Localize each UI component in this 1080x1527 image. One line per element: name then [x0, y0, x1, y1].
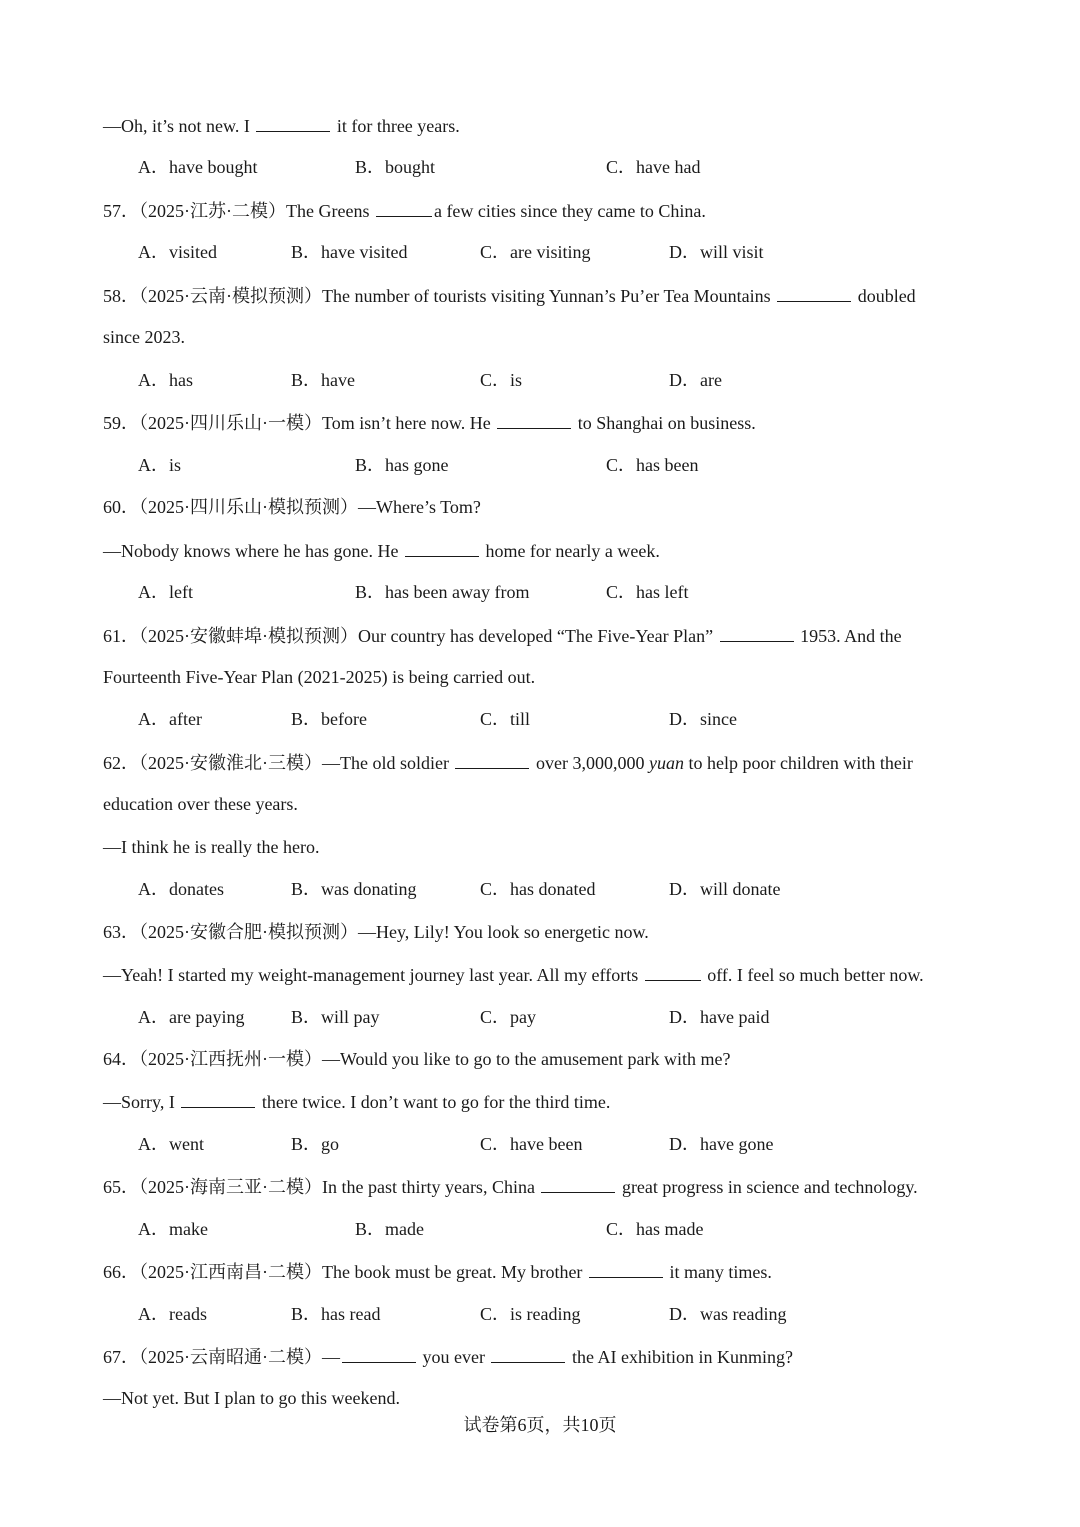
question-63-reply: —Yeah! I started my weight-management journey last year. All my efforts off. I feel so much better now.: [103, 962, 924, 987]
answer-blank[interactable]: [491, 1344, 565, 1363]
answer-blank[interactable]: [376, 198, 432, 217]
option-a[interactable]: A．are paying: [138, 1007, 245, 1027]
answer-blank[interactable]: [342, 1344, 416, 1363]
option-a[interactable]: A．have bought: [138, 157, 258, 177]
option-a[interactable]: A．make: [138, 1219, 208, 1239]
option-c[interactable]: C．have had: [606, 157, 701, 177]
question-64-reply: —Sorry, I there twice. I don’t want to go for the third time.: [103, 1089, 610, 1114]
option-c[interactable]: C．till: [480, 709, 531, 729]
answer-blank[interactable]: [541, 1174, 615, 1193]
option-a[interactable]: A．visited: [138, 242, 217, 262]
option-d[interactable]: D．are: [669, 370, 722, 390]
option-c[interactable]: C．has made: [606, 1219, 704, 1239]
option-b[interactable]: B．has read: [291, 1304, 381, 1324]
question-61-cont: Fourteenth Five-Year Plan (2021-2025) is being carried out.: [103, 667, 536, 687]
answer-blank[interactable]: [645, 962, 701, 981]
option-c[interactable]: C．have been: [480, 1134, 583, 1154]
answer-blank[interactable]: [720, 623, 794, 642]
option-c[interactable]: C．is reading: [480, 1304, 581, 1324]
question-65: 65．（2025·海南三亚·二模）In the past thirty years, China great progress in science and technology.: [103, 1174, 918, 1199]
option-b[interactable]: B．have: [291, 370, 355, 390]
option-b[interactable]: B．bought: [355, 157, 436, 177]
option-c[interactable]: C．has donated: [480, 879, 596, 899]
option-a[interactable]: A．left: [138, 582, 193, 602]
option-b[interactable]: B．made: [355, 1219, 424, 1239]
question-59: 59．（2025·四川乐山·一模）Tom isn’t here now. He to Shanghai on business.: [103, 410, 756, 435]
question-66: 66．（2025·江西南昌·二模）The book must be great. My brother it many times.: [103, 1259, 772, 1284]
option-b[interactable]: B．has been away from: [355, 582, 530, 602]
question-63: 63．（2025·安徽合肥·模拟预测）—Hey, Lily! You look so energetic now.: [103, 922, 649, 942]
page-footer: 试卷第6页，共10页: [463, 1415, 617, 1435]
option-c[interactable]: C．has been: [606, 455, 699, 475]
option-a[interactable]: A．after: [138, 709, 202, 729]
option-b[interactable]: B．has gone: [355, 455, 449, 475]
option-d[interactable]: D．since: [669, 709, 737, 729]
option-b[interactable]: B．before: [291, 709, 367, 729]
answer-blank[interactable]: [256, 113, 330, 132]
answer-blank[interactable]: [455, 750, 529, 769]
option-a[interactable]: A．donates: [138, 879, 224, 899]
option-b[interactable]: B．was donating: [291, 879, 417, 899]
question-line: —Oh, it’s not new. I it for three years.: [103, 113, 460, 138]
option-d[interactable]: D．have gone: [669, 1134, 774, 1154]
answer-blank[interactable]: [181, 1089, 255, 1108]
option-a[interactable]: A．has: [138, 370, 193, 390]
option-d[interactable]: D．will donate: [669, 879, 781, 899]
option-b[interactable]: B．have visited: [291, 242, 408, 262]
option-b[interactable]: B．will pay: [291, 1007, 380, 1027]
question-62-reply: —I think he is really the hero.: [103, 837, 320, 857]
answer-blank[interactable]: [405, 538, 479, 557]
option-c[interactable]: C．has left: [606, 582, 689, 602]
question-62: 62．（2025·安徽淮北·三模）—The old soldier over 3,000,000 yuan to help poor children with their: [103, 750, 913, 775]
option-a[interactable]: A．is: [138, 455, 182, 475]
option-a[interactable]: A．reads: [138, 1304, 207, 1324]
option-c[interactable]: C．are visiting: [480, 242, 591, 262]
question-64: 64．（2025·江西抚州·一模）—Would you like to go to the amusement park with me?: [103, 1049, 731, 1069]
question-60: 60．（2025·四川乐山·模拟预测）—Where’s Tom?: [103, 497, 481, 517]
option-b[interactable]: B．go: [291, 1134, 340, 1154]
question-62-cont: education over these years.: [103, 794, 298, 814]
option-d[interactable]: D．was reading: [669, 1304, 787, 1324]
question-60-reply: —Nobody knows where he has gone. He home for nearly a week.: [103, 538, 660, 563]
question-67: 67．（2025·云南昭通·二模）— you ever the AI exhibition in Kunming?: [103, 1344, 793, 1369]
question-67-reply: —Not yet. But I plan to go this weekend.: [103, 1388, 400, 1408]
answer-blank[interactable]: [589, 1259, 663, 1278]
answer-blank[interactable]: [777, 283, 851, 302]
option-c[interactable]: C．is: [480, 370, 523, 390]
answer-blank[interactable]: [497, 410, 571, 429]
question-57: 57．（2025·江苏·二模）The Greens a few cities since they came to China.: [103, 198, 706, 223]
option-c[interactable]: C．pay: [480, 1007, 536, 1027]
option-a[interactable]: A．went: [138, 1134, 204, 1154]
question-61: 61．（2025·安徽蚌埠·模拟预测）Our country has developed “The Five-Year Plan” 1953. And the: [103, 623, 902, 648]
question-58-cont: since 2023.: [103, 327, 185, 347]
question-58: 58．（2025·云南·模拟预测）The number of tourists visiting Yunnan’s Pu’er Tea Mountains doubled: [103, 283, 916, 308]
option-d[interactable]: D．will visit: [669, 242, 764, 262]
option-d[interactable]: D．have paid: [669, 1007, 770, 1027]
